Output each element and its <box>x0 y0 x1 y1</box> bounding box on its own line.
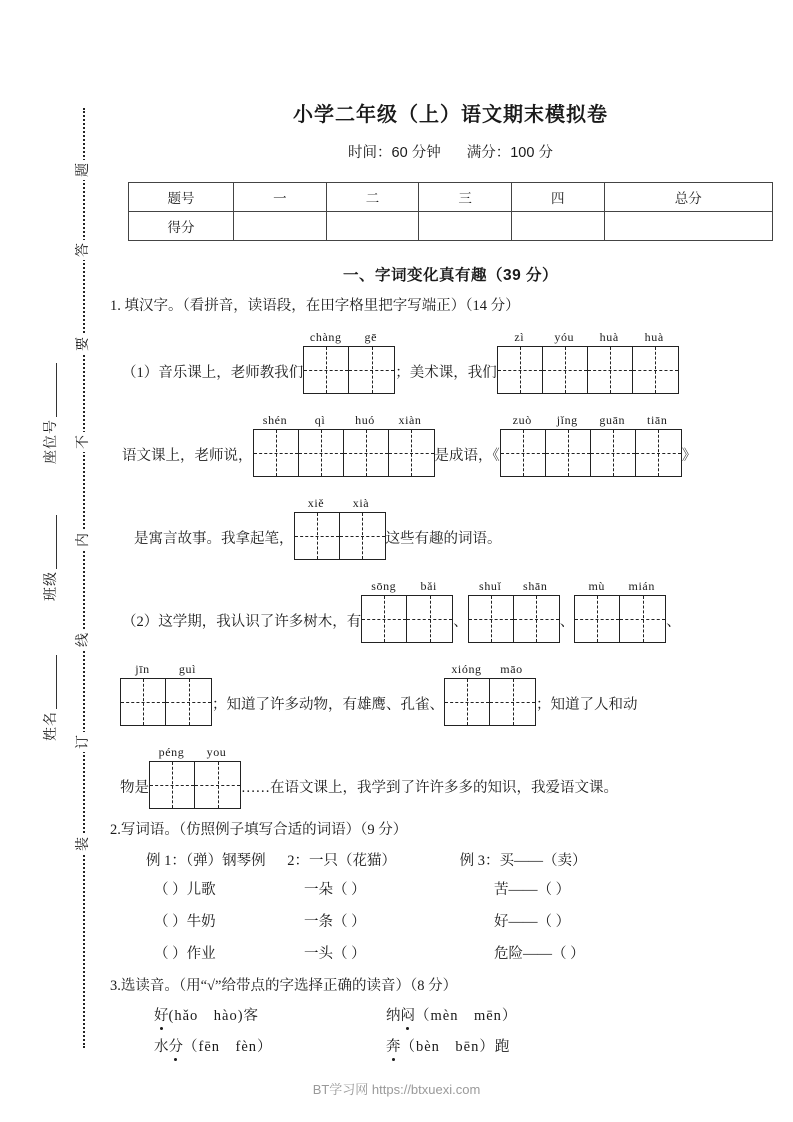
tianzige-cell[interactable] <box>543 347 588 393</box>
line-text: ；知道了人和动 <box>536 697 638 713</box>
pinyin-syllable: zì <box>514 330 525 344</box>
char-lead: 纳 <box>386 1008 401 1024</box>
field-seat-number-label: 座位号 <box>44 419 59 464</box>
tianzige-cell[interactable] <box>469 596 514 642</box>
example-2: 2：一只（花猫） <box>287 853 396 869</box>
field-class[interactable] <box>40 512 60 604</box>
dotted-character: 闷 <box>401 1004 416 1025</box>
line-text: 物是 <box>120 780 149 796</box>
pinyin-syllable: zuò <box>512 413 532 427</box>
tianzige-cell[interactable] <box>299 430 344 476</box>
word-table-row <box>154 942 793 963</box>
tianzige-cell[interactable] <box>636 430 681 476</box>
pinyin-syllable: xiě <box>307 496 325 510</box>
page-title: 小学二年级（上）语文期末模拟卷 <box>293 104 608 126</box>
tianzige-group[interactable] <box>361 578 453 643</box>
exam-duration: 时间：60 分钟 <box>348 145 441 161</box>
word-blank-3[interactable]: 危险——（ ） <box>494 946 585 962</box>
pinyin-syllable: jīn <box>135 662 150 676</box>
char-tail: 跑 <box>494 1039 510 1055</box>
score-table-col-2: 三 <box>419 183 512 212</box>
pinyin-choice-right-1[interactable] <box>386 1008 517 1024</box>
pinyin-syllable: gē <box>364 330 378 344</box>
exam-total-score: 满分：100 分 <box>466 145 553 161</box>
tianzige-cell[interactable] <box>195 762 240 808</box>
dotted-character: 奔 <box>386 1035 401 1056</box>
line-text: 、 <box>453 614 468 630</box>
pinyin-syllable: mù <box>588 579 606 593</box>
tianzige-cell[interactable] <box>121 679 166 725</box>
pinyin-syllable: guān <box>599 413 626 427</box>
tianzige-group[interactable] <box>294 495 386 560</box>
field-seat-number-rule[interactable] <box>46 363 57 417</box>
section-one-heading: 一、字词变化真有趣（39 分） <box>342 267 559 284</box>
pinyin-row <box>120 661 212 678</box>
pinyin-syllable: yóu <box>554 330 575 344</box>
tianzige-grid[interactable] <box>253 429 435 477</box>
pinyin-options[interactable]: (hǎo hào) <box>168 1008 244 1024</box>
sealing-line-text <box>74 108 94 1048</box>
tianzige-cell[interactable] <box>340 513 385 559</box>
line-text: （2）这学期，我认识了许多树木，有 <box>122 614 362 630</box>
tianzige-grid[interactable] <box>500 429 682 477</box>
line-text: ；美术课，我们 <box>395 365 497 381</box>
pinyin-choice-right <box>386 1035 646 1056</box>
dotted-character: 分 <box>169 1035 184 1056</box>
pinyin-row <box>294 495 386 512</box>
tianzige-cell[interactable] <box>445 679 490 725</box>
fill-line-4 <box>108 578 793 643</box>
tianzige-group[interactable] <box>303 329 395 394</box>
tianzige-group[interactable] <box>497 329 679 394</box>
score-table-col-0: 一 <box>234 183 327 212</box>
pinyin-row <box>500 412 682 429</box>
pinyin-row <box>303 329 395 346</box>
tianzige-grid[interactable] <box>120 678 212 726</box>
score-cell-3[interactable] <box>511 212 604 241</box>
exam-sheet <box>108 0 793 1122</box>
field-name-rule[interactable] <box>46 655 57 709</box>
tianzige-cell[interactable] <box>295 513 340 559</box>
word-blank-3[interactable]: 好——（ ） <box>494 914 571 930</box>
question-3-pinyin-choices <box>108 1004 793 1056</box>
line-text: 是寓言故事。我拿起笔， <box>134 531 294 547</box>
pinyin-row <box>444 661 536 678</box>
pinyin-syllable: sōng <box>371 579 397 593</box>
pinyin-syllable: huà <box>599 330 619 344</box>
score-cell-0[interactable] <box>234 212 327 241</box>
pinyin-syllable: shuǐ <box>479 579 502 593</box>
pinyin-syllable: tiān <box>647 413 668 427</box>
question-1-fill-lines <box>108 329 793 809</box>
fill-line-2 <box>108 412 793 477</box>
tianzige-cell[interactable] <box>591 430 636 476</box>
tianzige-cell[interactable] <box>349 347 394 393</box>
score-cell-4[interactable] <box>604 212 772 241</box>
pinyin-row <box>361 578 453 595</box>
word-table-row <box>154 910 793 931</box>
pinyin-row <box>574 578 666 595</box>
tianzige-group[interactable] <box>500 412 682 477</box>
line-text: ……在语文课上，我学到了许许多多的知识，我爱语文课。 <box>241 780 618 796</box>
tianzige-grid[interactable] <box>149 761 241 809</box>
tianzige-cell[interactable] <box>514 596 559 642</box>
score-table-row-label-1: 得分 <box>129 212 234 241</box>
word-blank-2[interactable]: 一条（ ） <box>304 914 366 930</box>
dotted-character: 好 <box>154 1004 169 1025</box>
line-text: 这些有趣的词语。 <box>385 531 502 547</box>
seal-char-2: 要 <box>70 334 98 354</box>
pinyin-syllable: péng <box>158 745 185 759</box>
field-seat-number[interactable] <box>40 372 60 464</box>
field-class-rule[interactable] <box>46 515 57 569</box>
tianzige-cell[interactable] <box>588 347 633 393</box>
pinyin-syllable: guì <box>178 662 197 676</box>
pinyin-syllable: māo <box>500 662 523 676</box>
word-blank-1[interactable]: （ ）儿歌 <box>154 882 216 898</box>
pinyin-choice-left-1[interactable] <box>154 1008 258 1024</box>
word-blank-3[interactable]: 苦——（ ） <box>494 882 571 898</box>
pinyin-choice-row <box>154 1035 793 1056</box>
example-1: 例 1：（弹）钢琴例 <box>146 853 266 869</box>
pinyin-choice-right <box>386 1004 646 1025</box>
question-2-answer-table <box>108 878 793 963</box>
pinyin-syllable: huà <box>644 330 664 344</box>
pinyin-syllable: xióng <box>451 662 482 676</box>
pinyin-row <box>497 329 679 346</box>
score-table-col-1: 二 <box>326 183 419 212</box>
tianzige-group[interactable] <box>149 744 241 809</box>
pinyin-choice-left <box>154 1004 386 1025</box>
seal-char-6: 订 <box>70 732 98 752</box>
word-blank-1[interactable]: （ ）牛奶 <box>154 914 216 930</box>
tianzige-cell[interactable] <box>344 430 389 476</box>
question-2-prompt: 2.写词语。（仿照例子填写合适的词语）（9 分） <box>110 822 408 838</box>
line-text: 、 <box>666 614 681 630</box>
tianzige-grid[interactable] <box>497 346 679 394</box>
score-table-col-4: 总分 <box>604 183 772 212</box>
fill-line-1 <box>108 329 793 394</box>
char-lead: 水 <box>154 1039 169 1055</box>
pinyin-options[interactable]: （bèn bēn） <box>400 1039 495 1055</box>
tianzige-cell[interactable] <box>633 347 678 393</box>
pinyin-options[interactable]: （fēn fèn） <box>183 1039 273 1055</box>
exam-meta <box>108 141 793 162</box>
pinyin-syllable: bǎi <box>420 579 437 593</box>
line-text: ；知道了许多动物，有雄鹰、孔雀、 <box>212 697 444 713</box>
field-name[interactable] <box>40 652 60 744</box>
line-text: 》 <box>681 448 697 464</box>
fill-line-3 <box>108 495 793 560</box>
pinyin-syllable: qì <box>314 413 326 427</box>
word-blank-2[interactable]: 一朵（ ） <box>304 882 366 898</box>
seal-char-5: 线 <box>70 630 98 650</box>
tianzige-grid[interactable] <box>444 678 536 726</box>
tianzige-grid[interactable] <box>468 595 560 643</box>
pinyin-choice-right-2[interactable] <box>386 1039 509 1055</box>
pinyin-syllable: shān <box>523 579 548 593</box>
tianzige-cell[interactable] <box>501 430 546 476</box>
pinyin-row <box>468 578 560 595</box>
student-info-fields <box>26 108 66 1048</box>
footer-watermark: BT学习网 https://btxuexi.com <box>312 1082 481 1097</box>
pinyin-row <box>149 744 241 761</box>
tianzige-cell[interactable] <box>620 596 665 642</box>
seal-char-4: 内 <box>70 530 98 550</box>
score-table-row-label-0: 题号 <box>129 183 234 212</box>
tianzige-grid[interactable] <box>361 595 453 643</box>
tianzige-cell[interactable] <box>150 762 195 808</box>
pinyin-row <box>253 412 435 429</box>
score-cell-2[interactable] <box>419 212 512 241</box>
tianzige-group[interactable] <box>468 578 560 643</box>
pinyin-syllable: jǐng <box>556 413 578 427</box>
word-blank-1[interactable]: （ ）作业 <box>154 946 216 962</box>
tianzige-grid[interactable] <box>303 346 395 394</box>
tianzige-group[interactable] <box>253 412 435 477</box>
tianzige-cell[interactable] <box>362 596 407 642</box>
word-blank-2[interactable]: 一头（ ） <box>304 946 366 962</box>
pinyin-choice-left-2[interactable] <box>154 1039 273 1055</box>
tianzige-grid[interactable] <box>574 595 666 643</box>
seal-char-7: 装 <box>70 834 98 854</box>
pinyin-syllable: chàng <box>309 330 342 344</box>
word-table-row <box>154 878 793 899</box>
pinyin-choice-row <box>154 1004 793 1025</box>
tianzige-cell[interactable] <box>254 430 299 476</box>
tianzige-cell[interactable] <box>490 679 535 725</box>
score-table-col-3: 四 <box>511 183 604 212</box>
question-1-prompt: 1. 填汉字。（看拼音，读语段，在田字格里把字写端正）（14 分） <box>110 298 520 314</box>
sealing-line-strip <box>0 0 108 1122</box>
pinyin-syllable: xiàn <box>398 413 422 427</box>
line-text: （1）音乐课上，老师教我们 <box>122 365 304 381</box>
tianzige-cell[interactable] <box>304 347 349 393</box>
tianzige-grid[interactable] <box>294 512 386 560</box>
pinyin-syllable: you <box>206 745 227 759</box>
pinyin-syllable: shén <box>262 413 288 427</box>
tianzige-group[interactable] <box>444 661 536 726</box>
field-name-label: 姓名 <box>44 711 59 741</box>
question-2-examples <box>108 849 793 870</box>
table-row-question-numbers <box>129 183 773 212</box>
field-class-label: 班级 <box>44 571 59 601</box>
seal-char-0: 题 <box>70 160 98 180</box>
tianzige-cell[interactable] <box>407 596 452 642</box>
line-text: 、 <box>559 614 575 630</box>
line-text: 语文课上，老师说， <box>122 448 253 464</box>
line-text: 是成语，《 <box>434 448 500 464</box>
pinyin-choice-left <box>154 1035 386 1056</box>
score-cell-1[interactable] <box>326 212 419 241</box>
fill-line-5 <box>108 661 793 726</box>
tianzige-group[interactable] <box>574 578 666 643</box>
pinyin-syllable: huó <box>355 413 375 427</box>
score-table <box>128 182 773 241</box>
seal-char-3: 不 <box>70 432 98 452</box>
seal-char-1: 答 <box>70 240 98 260</box>
tianzige-cell[interactable] <box>546 430 591 476</box>
pinyin-syllable: xià <box>352 496 370 510</box>
pinyin-syllable: mián <box>628 579 655 593</box>
table-row-scores <box>129 212 773 241</box>
tianzige-cell[interactable] <box>166 679 211 725</box>
char-tail: 客 <box>243 1008 259 1024</box>
example-3: 例 3：买——（卖） <box>459 853 587 869</box>
fill-line-6 <box>108 744 793 809</box>
tianzige-cell[interactable] <box>498 347 543 393</box>
question-3-prompt: 3.选读音。（用“√”给带点的字选择正确的读音）（8 分） <box>110 978 458 994</box>
pinyin-options[interactable]: （mèn mēn） <box>415 1008 518 1024</box>
tianzige-group[interactable] <box>120 661 212 726</box>
tianzige-cell[interactable] <box>575 596 620 642</box>
tianzige-cell[interactable] <box>389 430 434 476</box>
